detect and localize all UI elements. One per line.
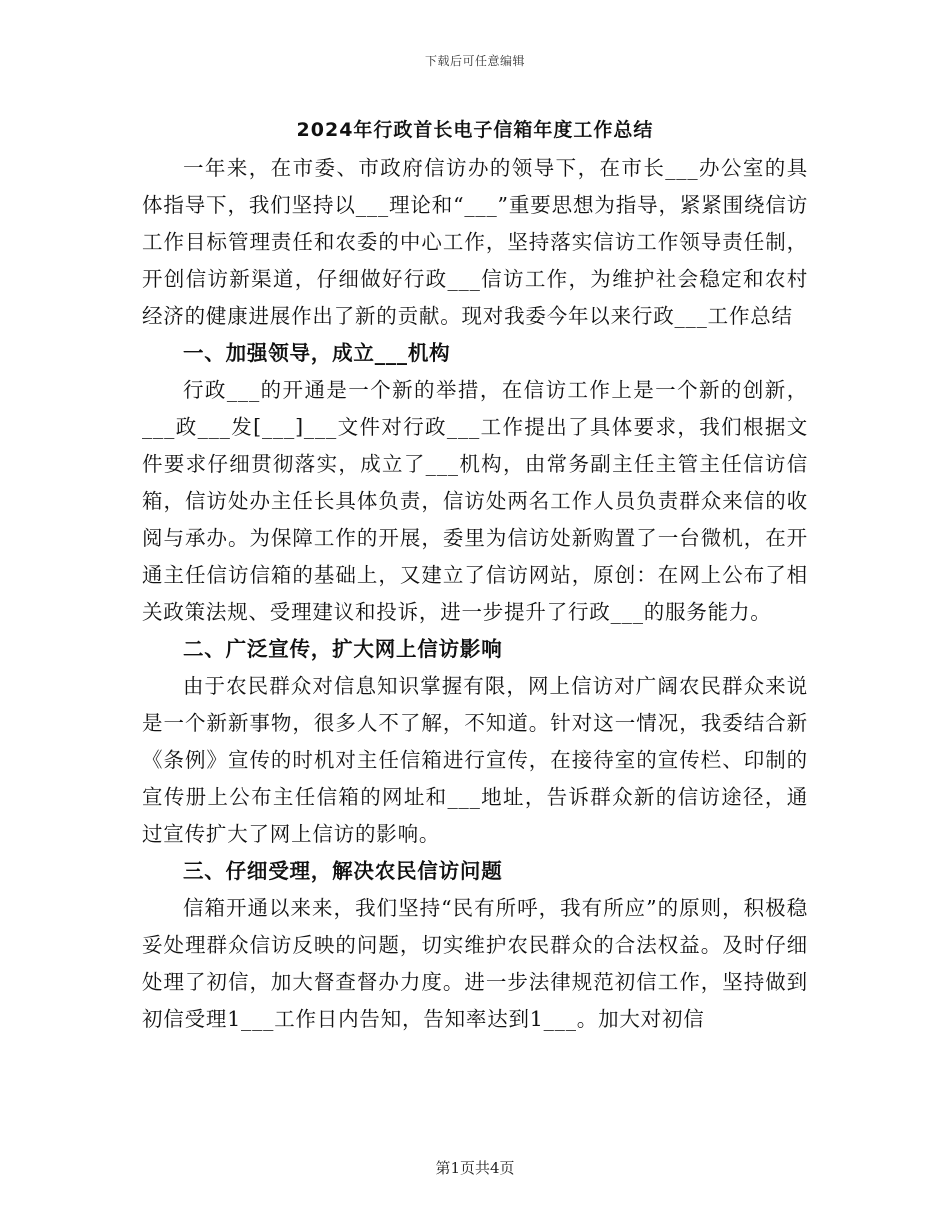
document-body bbox=[142, 112, 808, 1038]
section-heading-1: 一、加强领导，成立___机构 bbox=[183, 341, 451, 365]
section-body-2: 由于农民群众对信息知识掌握有限，网上信访对广阔农民群众来说是一个新新事物，很多人不了解，不知道。针对这一情况，我委结合新《条例》宣传的时机对主任信箱进行宣传，在接待室的宣传栏、印制的宣传册上公布主任信箱的网址和___地址，告诉群众新的信访途径，通过宣传扩大了网上信访的影响。 bbox=[142, 674, 808, 846]
document-title: 2024年行政首长电子信箱年度工作总结 bbox=[296, 119, 654, 141]
section-body-3: 信箱开通以来来，我们坚持“民有所呼，我有所应”的原则，积极稳妥处理群众信访反映的问题，切实维护农民群众的合法权益。及时仔细处理了初信，加大督查督办力度。进一步法律规范初信工作，坚持做到初信受理1___工作日内告知，告知率达到1___。加大对初信 bbox=[142, 896, 808, 1031]
header-note: 下载后可任意编辑 bbox=[424, 54, 525, 68]
intro-paragraph: 一年来，在市委、市政府信访办的领导下，在市长___办公室的具体指导下，我们坚持以___理论和“___”重要思想为指导，紧紧围绕信访工作目标管理责任和农委的中心工作，坚持落实信访工作领导责任制，开创信访新渠道，仔细做好行政___信访工作，为维护社会稳定和农村经济的健康进展作出了新的贡献。现对我委今年以来行政___工作总结 bbox=[142, 156, 808, 328]
page-number-footer: 第1页共4页 bbox=[435, 1159, 515, 1177]
section-heading-2: 二、广泛宣传，扩大网上信访影响 bbox=[183, 637, 503, 661]
section-body-1: 行政___的开通是一个新的举措，在信访工作上是一个新的创新，___政___发[___]___文件对行政___工作提出了具体要求，我们根据文件要求仔细贯彻落实，成立了___机构，由常务副主任主管主任信访信箱，信访处办主任长具体负责，信访处两名工作人员负责群众来信的收阅与承办。为保障工作的开展，委里为信访处新购置了一台微机，在开通主任信访信箱的基础上，又建立了信访网站，原创：在网上公布了相关政策法规、受理建议和投诉，进一步提升了行政___的服务能力。 bbox=[142, 378, 808, 624]
section-heading-3: 三、仔细受理，解决农民信访问题 bbox=[183, 859, 503, 883]
